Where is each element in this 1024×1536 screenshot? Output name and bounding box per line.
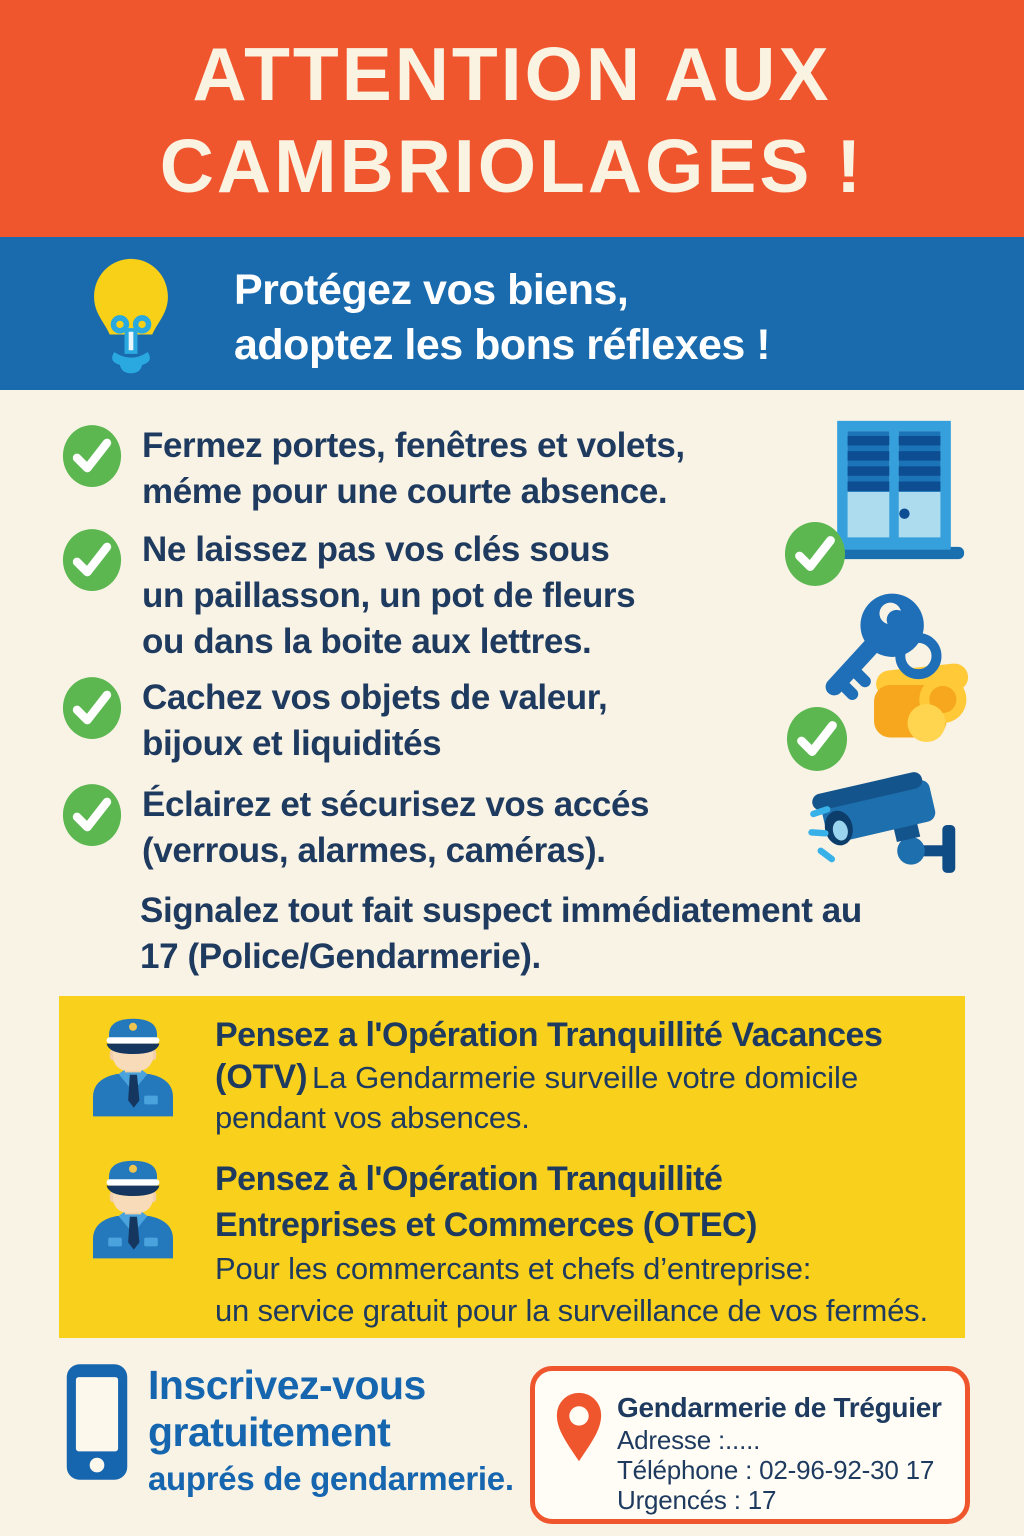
contact-title: Gendarmerie de Tréguier	[617, 1392, 942, 1423]
poster-title-line2: CAMBRIOLAGES !	[159, 124, 865, 208]
check-icon	[62, 423, 122, 489]
police-officer-icon	[85, 1010, 181, 1122]
otv-section	[215, 1012, 882, 1139]
checklist-item	[140, 888, 862, 980]
contact-address: Adresse :.....	[617, 1425, 761, 1455]
contact-emergency: Urgencés : 17	[617, 1485, 777, 1515]
check-icon	[786, 706, 848, 772]
police-officer-icon	[85, 1152, 181, 1264]
checklist-item	[62, 527, 635, 665]
poster-title	[0, 28, 1024, 212]
check-icon	[62, 527, 122, 593]
subheader-title	[234, 263, 770, 373]
cctv-camera-icon	[806, 772, 970, 878]
poster-title-line1: ATTENTION AUX	[192, 32, 832, 116]
checklist-item-text: Ne laissez pas vos clés sous un paillasson, un pot de fleurs ou dans la boite aux lettres.	[142, 530, 636, 661]
signup-block	[148, 1362, 514, 1502]
checklist-item	[62, 675, 607, 767]
checklist-item	[62, 423, 685, 515]
header-banner	[0, 0, 1024, 237]
otv-body: pendant vos absences.	[215, 1100, 530, 1135]
otec-body: un service gratuit pour la surveillance de vos fermés.	[215, 1293, 928, 1328]
signup-line1: Inscrivez-vous	[148, 1362, 426, 1408]
otv-body: La Gendarmerie surveille votre domicile	[312, 1060, 859, 1095]
otec-title: Entreprises et Commerces (OTEC)	[215, 1206, 757, 1244]
subheader-banner	[0, 237, 1024, 390]
checklist-item	[62, 782, 649, 874]
checklist-item-text: Signalez tout fait suspect immédiatement au 17 (Police/Gendarmerie).	[140, 891, 862, 976]
otec-body: Pour les commercants et chefs d’entreprise:	[215, 1251, 812, 1286]
check-icon	[784, 521, 846, 587]
smartphone-icon	[64, 1358, 130, 1486]
signup-line2: gratuitement	[148, 1409, 391, 1455]
contact-phone: Téléphone : 02-96-92-30 17	[617, 1455, 935, 1485]
otv-subtitle	[215, 1058, 882, 1097]
check-icon	[62, 782, 122, 848]
signup-line3: auprés de gendarmerie.	[148, 1460, 514, 1497]
checklist-item-text: Fermez portes, fenêtres et volets, méme pour une courte absence.	[142, 426, 685, 511]
checklist-item-text: Cachez vos objets de valeur, bijoux et liquidités	[142, 678, 608, 763]
location-pin-icon	[553, 1391, 605, 1463]
otv-acronym: (OTV)	[215, 1058, 308, 1096]
otv-title: Pensez a l'Opération Tranquillité Vacances	[215, 1016, 883, 1054]
subheader-line2: adoptez les bons réflexes !	[234, 321, 771, 369]
subheader-line1: Protégez vos biens,	[234, 266, 629, 314]
contact-card-text	[617, 1391, 942, 1515]
otv-info-box	[59, 996, 965, 1338]
lightbulb-icon	[88, 257, 174, 377]
otec-title: Pensez à l'Opération Tranquillité	[215, 1160, 723, 1198]
otec-section	[215, 1156, 928, 1332]
check-icon	[62, 675, 122, 741]
checklist-item-text: Éclairez et sécurisez vos accés (verrous, alarmes, caméras).	[142, 785, 650, 870]
contact-card	[530, 1366, 970, 1524]
